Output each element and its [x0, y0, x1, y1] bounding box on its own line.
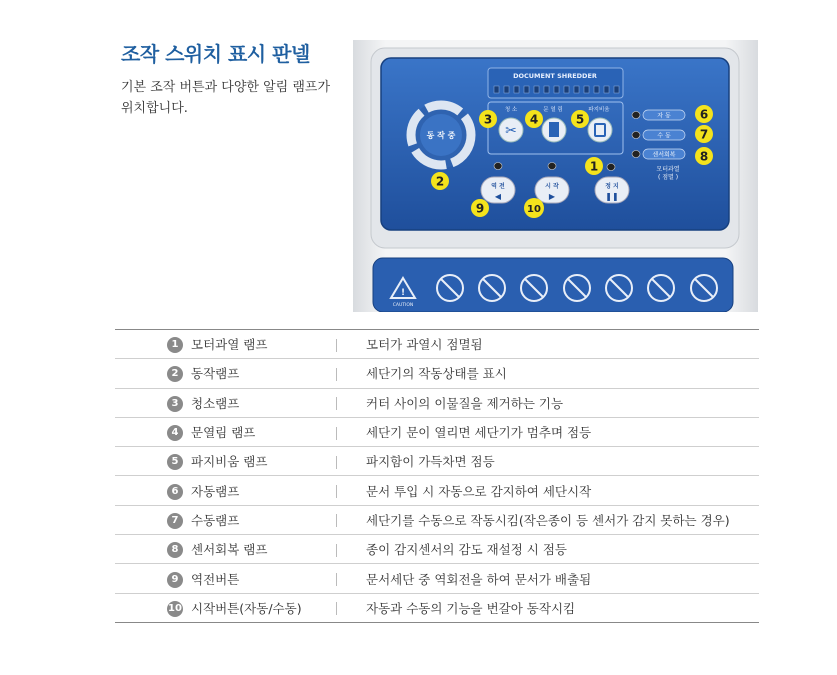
row-description: 세단기 문이 열리면 세단기가 멈추며 점등 — [366, 417, 759, 446]
row-name: 문열림 램프 — [183, 417, 336, 446]
row-number-badge: 3 — [167, 396, 183, 412]
brand-label: DOCUMENT SHREDDER — [513, 72, 597, 80]
row-divider — [336, 602, 337, 615]
marker-10 — [524, 198, 544, 218]
start-button[interactable] — [535, 177, 569, 203]
marker-1 — [585, 157, 603, 175]
marker-3 — [479, 110, 497, 128]
table-row — [115, 447, 759, 476]
row-name: 역전버튼 — [183, 564, 336, 593]
row-description: 자동과 수동의 기능을 번갈아 동작시킴 — [366, 593, 759, 622]
marker-4 — [525, 110, 543, 128]
reverse-button[interactable] — [481, 177, 515, 203]
table-row — [115, 417, 759, 446]
svg-text:3: 3 — [483, 112, 493, 127]
row-name: 청소램프 — [183, 388, 336, 417]
svg-text:8: 8 — [699, 149, 709, 164]
row-divider — [336, 456, 337, 469]
door-icon — [549, 122, 559, 137]
table-row — [115, 564, 759, 593]
marker-5 — [571, 110, 589, 128]
row-description: 세단기의 작동상태를 표시 — [366, 359, 759, 388]
row-number-badge: 9 — [167, 572, 183, 588]
control-panel-photo — [353, 40, 758, 312]
row-description: 모터가 과열시 점멸됨 — [366, 330, 759, 359]
svg-text:9: 9 — [475, 201, 485, 216]
row-divider — [336, 427, 337, 440]
table-row — [115, 476, 759, 505]
bin-lamp — [588, 118, 612, 142]
scissors-icon: ✂ — [505, 123, 517, 139]
row-name: 동작램프 — [183, 359, 336, 388]
operate-lamp — [408, 102, 474, 168]
marker-9 — [471, 199, 489, 217]
motor-overheat-lamp — [607, 164, 615, 171]
table-row — [115, 330, 759, 359]
svg-text:역 전: 역 전 — [491, 183, 505, 190]
row-divider — [336, 339, 337, 352]
marker-8 — [695, 147, 713, 165]
row-description: 파지함이 가득차면 점등 — [366, 447, 759, 476]
marker-6 — [695, 105, 713, 123]
svg-text:자 동: 자 동 — [657, 112, 671, 120]
row-name: 파지비움 램프 — [183, 447, 336, 476]
row-name: 수동램프 — [183, 505, 336, 534]
row-divider — [336, 514, 337, 527]
table-row — [115, 505, 759, 534]
row-number-badge: 4 — [167, 425, 183, 441]
row-number-badge: 1 — [167, 337, 183, 353]
row-divider — [336, 368, 337, 381]
table-row — [115, 388, 759, 417]
svg-text:수 동: 수 동 — [657, 132, 671, 140]
svg-text:4: 4 — [529, 112, 539, 127]
row-description: 세단기를 수동으로 작동시킴(작은종이 등 센서가 감지 못하는 경우) — [366, 505, 759, 534]
row-name: 모터과열 램프 — [183, 330, 336, 359]
page-description: 기본 조작 버튼과 다양한 알림 램프가 위치합니다. — [121, 80, 331, 116]
row-number-badge: 6 — [167, 484, 183, 500]
row-description: 종이 감지센서의 감도 재설정 시 점등 — [366, 535, 759, 564]
row-divider — [336, 544, 337, 557]
table-row — [115, 535, 759, 564]
svg-text:2: 2 — [435, 174, 445, 189]
svg-text:10: 10 — [527, 204, 541, 215]
svg-text:5: 5 — [575, 112, 585, 127]
play-icon: ▶ — [548, 192, 556, 201]
row-name: 자동램프 — [183, 476, 336, 505]
row-number-badge: 5 — [167, 454, 183, 470]
row-divider — [336, 485, 337, 498]
svg-text:( 점멸 ): ( 점멸 ) — [657, 174, 679, 181]
svg-text:!: ! — [400, 288, 406, 298]
row-description: 문서세단 중 역회전을 하여 문서가 배출됨 — [366, 564, 759, 593]
row-description: 문서 투입 시 자동으로 감지하여 세단시작 — [366, 476, 759, 505]
svg-text:파지비움: 파지비움 — [588, 107, 610, 113]
page-title: 조작 스위치 표시 판넬 — [121, 42, 310, 66]
stop-button[interactable] — [595, 177, 629, 203]
row-divider — [336, 397, 337, 410]
svg-text:CAUTION: CAUTION — [392, 303, 414, 308]
svg-text:동 작 중: 동 작 중 — [426, 131, 456, 140]
row-number-badge: 7 — [167, 513, 183, 529]
table-row — [115, 593, 759, 622]
row-number-badge: 8 — [167, 542, 183, 558]
arrow-left-icon: ◀ — [494, 192, 502, 201]
table-row — [115, 359, 759, 388]
row-number-badge: 10 — [167, 601, 183, 617]
svg-text:6: 6 — [699, 107, 709, 122]
svg-text:문 열 림: 문 열 림 — [543, 107, 563, 113]
svg-text:모터과열: 모터과열 — [656, 166, 680, 173]
marker-7 — [695, 125, 713, 143]
svg-text:센서회복: 센서회복 — [652, 151, 676, 159]
row-name: 센서회복 램프 — [183, 535, 336, 564]
row-divider — [336, 573, 337, 586]
marker-2 — [431, 172, 449, 190]
svg-text:7: 7 — [699, 127, 709, 142]
function-table — [115, 329, 759, 623]
row-description: 커터 사이의 이물질을 제거하는 기능 — [366, 388, 759, 417]
pause-icon: ❚❚ — [605, 192, 619, 201]
svg-text:청 소: 청 소 — [504, 107, 518, 113]
row-number-badge: 2 — [167, 366, 183, 382]
svg-text:정 지: 정 지 — [605, 183, 619, 190]
svg-text:1: 1 — [589, 159, 599, 174]
row-name: 시작버튼(자동/수동) — [183, 593, 336, 622]
svg-text:시 작: 시 작 — [545, 183, 559, 190]
